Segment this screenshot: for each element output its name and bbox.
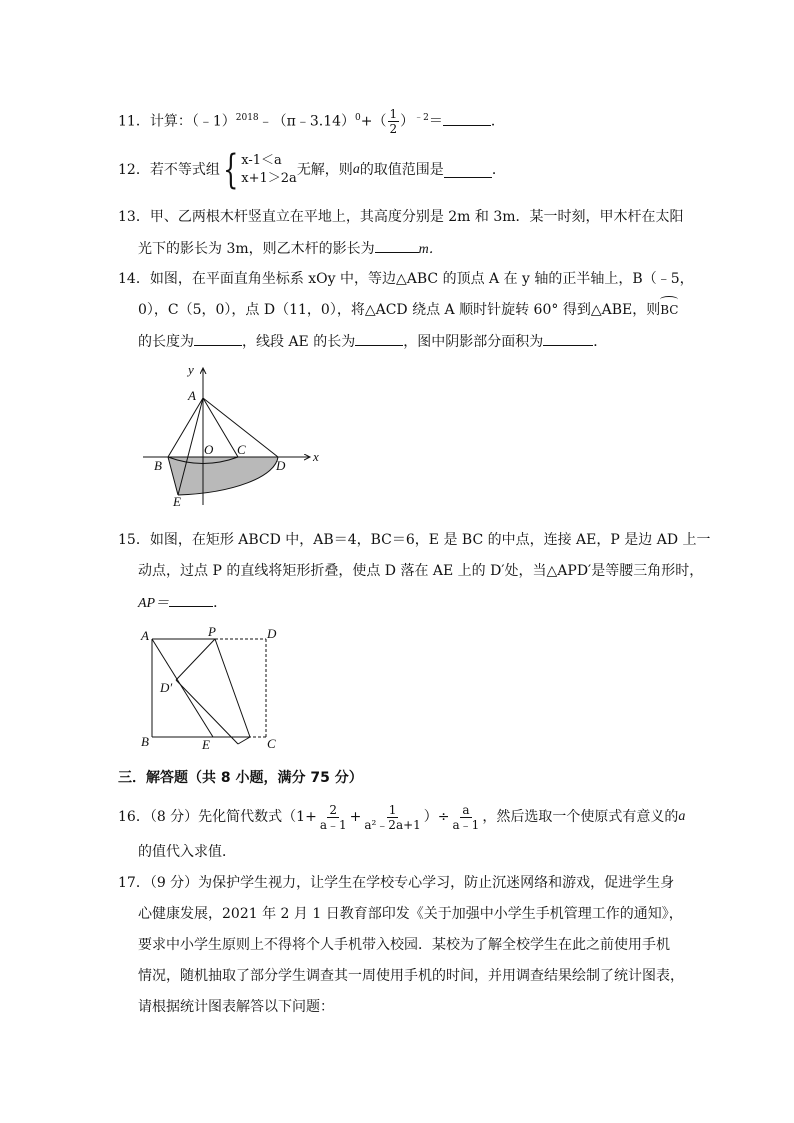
label-C: C bbox=[267, 736, 276, 751]
numerator: 1 bbox=[388, 802, 397, 817]
label-E: E bbox=[173, 494, 181, 509]
answer-blank[interactable] bbox=[194, 331, 242, 346]
q12-text: 若不等式组 bbox=[149, 162, 220, 178]
section-heading: 三．解答题（共 8 小题，满分 75 分） bbox=[118, 770, 363, 786]
question-13-line-1: 13．甲、乙两根木杆竖直立在平地上，其高度分别是 2m 和 3m．某一时刻，甲木杆在太阳 bbox=[118, 209, 684, 225]
denominator: a﹣1 bbox=[319, 817, 347, 832]
answer-blank[interactable] bbox=[375, 238, 419, 253]
q14-text: 0），C（5，0），点 D（11，0），将△ACD 绕点 A 顺时针旋转 60° 得到△ABE，则 bbox=[138, 302, 661, 318]
question-number: 11． bbox=[118, 113, 150, 130]
inequality-2: x+1＞2a bbox=[241, 171, 297, 186]
question-17-line-5: 请根据统计图表解答以下问题： bbox=[138, 999, 334, 1015]
figure-15 bbox=[138, 624, 288, 754]
label-x: x bbox=[313, 449, 319, 464]
q16-text: 16．（8 分）先化简代数式（1+ bbox=[118, 809, 317, 825]
answer-blank[interactable] bbox=[355, 331, 403, 346]
q11-text: ＝ bbox=[428, 113, 443, 130]
denominator: a²﹣2a+1 bbox=[364, 817, 421, 832]
q14-text: ． bbox=[593, 334, 608, 350]
question-13-line-2 bbox=[138, 238, 443, 260]
question-16-line-2: 的值代入求值． bbox=[138, 844, 236, 860]
question-15-line-1: 15．如图，在矩形 ABCD 中，AB＝4，BC＝6，E 是 BC 的中点，连接 AE，P 是边 AD 上一 bbox=[118, 532, 711, 548]
question-number: 12． bbox=[118, 162, 150, 178]
answer-blank[interactable] bbox=[443, 111, 491, 126]
q13-text: m． bbox=[418, 242, 443, 257]
label-P: P bbox=[208, 624, 216, 639]
inequality-1: x-1＜a bbox=[241, 153, 282, 168]
exponent: ﹣2 bbox=[414, 112, 429, 123]
brace-icon: { bbox=[222, 147, 239, 193]
question-15-line-2: 动点，过点 P 的直线将矩形折叠，使点 D 落在 AE 上的 D′处，当△APD′是等腰三角形时， bbox=[138, 563, 704, 579]
q15-text: AP＝ bbox=[138, 596, 170, 611]
question-17-line-1: 17．（9 分）为保护学生视力，让学生在学校专心学习，防止沉迷网络和游戏，促进学生身 bbox=[118, 875, 675, 891]
label-A: A bbox=[188, 388, 196, 403]
label-C: C bbox=[237, 442, 246, 457]
answer-blank[interactable] bbox=[543, 331, 593, 346]
q16-text: ，然后选取一个使原式有意义的 bbox=[482, 809, 679, 825]
variable: a bbox=[678, 809, 686, 824]
label-A: A bbox=[141, 628, 149, 643]
question-17-line-2: 心健康发展，2021 年 2 月 1 日教育部印发《关于加强中小学生手机管理工作的通知》， bbox=[138, 906, 683, 922]
figure-14 bbox=[138, 360, 328, 515]
question-14-line-1: 14．如图，在平面直角坐标系 xOy 中，等边△ABC 的顶点 A 在 y 轴的正半轴上，B（﹣5， bbox=[118, 271, 694, 287]
segment-DpF bbox=[176, 680, 238, 744]
fraction-one-half bbox=[388, 107, 400, 136]
fold-line bbox=[215, 639, 250, 737]
fraction-a-over-a-1 bbox=[451, 803, 482, 832]
variable: a bbox=[352, 162, 360, 177]
q14-text: ，图中阴影部分面积为 bbox=[403, 334, 544, 350]
q15-text: ． bbox=[213, 595, 228, 611]
numerator: 2 bbox=[329, 802, 338, 817]
exponent: 2018 bbox=[235, 112, 259, 123]
answer-blank[interactable] bbox=[444, 163, 492, 178]
denominator: 2 bbox=[389, 122, 398, 136]
q11-text: 计算：（﹣1） bbox=[149, 113, 236, 130]
fraction-1-over-quadratic bbox=[362, 803, 422, 832]
q11-text: ） bbox=[400, 113, 415, 130]
q12-text: 无解，则 bbox=[296, 162, 353, 178]
label-D: D bbox=[267, 626, 277, 641]
fraction-2-over-a-1 bbox=[318, 803, 349, 832]
question-17-line-3: 要求中小学生原则上不得将个人手机带入校园．某校为了解全校学生在此之前使用手机 bbox=[138, 937, 670, 953]
question-11 bbox=[118, 107, 505, 136]
answer-blank[interactable] bbox=[169, 592, 213, 607]
q14-text: ，线段 AE 的长为 bbox=[242, 334, 356, 350]
label-B: B bbox=[154, 458, 162, 473]
question-17-line-4: 情况，随机抽取了部分学生调查其一周使用手机的时间，并用调查结果绘制了统计图表， bbox=[138, 968, 684, 984]
q13-text: 光下的影长为 3m，则乙木杆的影长为 bbox=[138, 241, 375, 257]
inequality-system bbox=[241, 152, 297, 188]
numerator: a bbox=[462, 802, 470, 817]
segment-PDp bbox=[176, 639, 215, 680]
label-Dprime: D′ bbox=[160, 680, 173, 695]
denominator: a﹣1 bbox=[452, 817, 480, 832]
exponent: 0 bbox=[355, 112, 361, 123]
q11-text: ﹣（π﹣3.14） bbox=[258, 113, 356, 130]
label-E: E bbox=[202, 737, 210, 752]
arc-notation bbox=[660, 300, 678, 320]
question-12 bbox=[118, 147, 506, 193]
label-B: B bbox=[141, 734, 149, 749]
question-14-line-3 bbox=[138, 331, 607, 352]
segment-fold-end bbox=[238, 737, 250, 744]
numerator: 1 bbox=[389, 107, 398, 121]
question-16-line-1 bbox=[118, 800, 685, 834]
q16-text: ）÷ bbox=[423, 809, 450, 825]
q11-text: ． bbox=[490, 113, 505, 130]
arc-icon bbox=[660, 296, 678, 303]
label-D: D bbox=[276, 458, 286, 473]
label-y: y bbox=[188, 362, 194, 377]
q11-text: +（ bbox=[360, 113, 387, 130]
q14-text: 的长度为 bbox=[138, 334, 194, 350]
question-14-line-2 bbox=[138, 300, 678, 320]
q16-text: + bbox=[349, 809, 362, 825]
label-O: O bbox=[204, 442, 214, 457]
q12-text: ． bbox=[491, 162, 506, 178]
question-15-line-3 bbox=[138, 592, 227, 614]
q12-text: 的取值范围是 bbox=[359, 162, 444, 178]
arc-label: BC bbox=[660, 303, 679, 317]
